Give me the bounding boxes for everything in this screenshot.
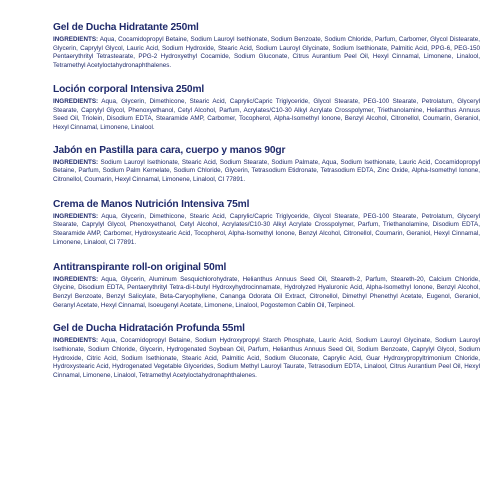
product-section-4 <box>53 199 480 248</box>
product-section-6 <box>53 323 480 381</box>
ingredients-list: Aqua, Glycerin, Dimethicone, Stearic Acid, Caprylic/Capric Triglyceride, Glycol Stearate, PEG-100 Stearate, Petrolatum, Glyceryl Stearate, Caprylyl Glycol, Phenoxyethanol, Cetyl Alcohol, Parfum, Acrylates/C10-30 Alkyl Acrylate Crosspolymer, Triethanolamine, Helianthus Annuus Seed Oil, Triolein, Disodium EDTA, Stearamide AMP, Carbomer, Tocopherol, Alpha-Isomethyl Ionone, Benzyl Alcohol, Citronellol, Coumarin, Geraniol, Hexyl Cinnamal, Limonene, Linalool. <box>53 97 481 131</box>
section-spacer <box>53 71 480 84</box>
ingredients-label: INGREDIENTS: <box>53 337 99 345</box>
ingredients-label: INGREDIENTS: <box>53 97 99 105</box>
ingredients-list: Aqua, Glycerin, Dimethicone, Stearic Acid, Caprylic/Capric Triglyceride, Glycol Stearate, PEG-100 Stearate, Petrolatum, Glyceryl Stearate, Caprylyl Glycol, Phenoxyethanol, Cetyl Alcohol, Acrylates/C10-30 Alkyl Acrylate Crosspolymer, Parfum, Triethanolamine, Disodium EDTA, Stearamide AMP, Carbomer, Hydroxystearic Acid, Tocopherol, Alpha-Isomethyl Ionone, Benzyl Alcohol, Citronellol, Coumarin, Geraniol, Hexyl Cinnamal, Limonene, Linalool, CI 77891. <box>53 212 481 246</box>
ingredients-list: Sodium Lauroyl Isethionate, Stearic Acid, Sodium Stearate, Sodium Palmate, Aqua, Sodium Isethionate, Lauric Acid, Cocamidopropyl Betaine, Parfum, Sodium Palm Kernelate, Sodium Chloride, Glycerin, Tetrasodium Etidronate, Tetrasodium EDTA, Zinc Oxide, Alpha-Isomethyl Ionone, Citronellol, Coumarin, Hexyl Cinnamal, Limonene, Linalool, CI 77891. <box>53 158 480 184</box>
ingredients-list: Aqua, Cocamidopropyl Betaine, Sodium Hydroxypropyl Starch Phosphate, Lauric Acid, Sodium Lauroyl Glycinate, Sodium Lauroyl Isethionate, Sodium Chloride, Glycerin, Hydrogenated Soybean Oil, Parfum, Helianthus Annuus Seed Oil, Sodium Benzoate, Caprylyl Glycol, Sodium Hydroxide, Citric Acid, Sodium Isethionate, Stearic Acid, Palmitic Acid, Sodium Gluconate, Caprylic Acid, Guar Hydroxypropyltrimonium Chloride, Hydroxystearic Acid, Hydrogenated Vegetable Glycerides, Sodium Methyl Lauroyl Taurate, Tetrasodium EDTA, Linalool, Citrus Aurantium Peel Oil, Hexyl Cinnamal, Limonene, Linalool, Tetramethyl Acetyloctahydronaphthalenes. <box>53 337 480 380</box>
product-title: Jabón en Pastilla para cara, cuerpo y manos 90gr <box>53 144 286 156</box>
section-spacer <box>53 310 480 323</box>
ingredients-text <box>53 337 480 381</box>
ingredients-list: Aqua, Glycerin, Aluminum Sesquichlorohydrate, Helianthus Annuus Seed Oil, Steareth-2, Parfum, Steareth-20, Calcium Chloride, Glycine, Disodium EDTA, Pentaerythrityl Tetra-di-t-butyl Hydroxyhydrocinnamate, Hydrolyzed Hyaluronic Acid, Alpha-Isomethyl Ionone, Benzyl Alcohol, Benzyl Benzoate, Benzyl Salicylate, Beta-Caryophyllene, Cananga Odorata Oil Extract, Citronellol, Dimethyl Phenethyl Acetate, Eugenol, Geraniol, Geranyl Acetate, Hexyl Cinnamal, Isoeugenyl Acetate, Limonene, Linalool, Pogostemon Cablin Oil, Terpineol. <box>53 275 481 309</box>
ingredients-text <box>53 213 480 248</box>
product-title: Loción corporal Intensiva 250ml <box>53 83 205 95</box>
ingredients-label: INGREDIENTS: <box>53 36 99 43</box>
ingredients-text <box>53 36 480 71</box>
product-title: Crema de Manos Nutrición Intensiva 75ml <box>53 198 250 210</box>
section-spacer <box>53 185 480 199</box>
product-section-1 <box>53 22 480 71</box>
product-section-3 <box>53 145 480 185</box>
ingredients-label: INGREDIENTS: <box>53 275 99 283</box>
product-title: Antitranspirante roll-on original 50ml <box>53 261 227 273</box>
ingredients-list: Aqua, Cocamidopropyl Betaine, Sodium Lauroyl Isethionate, Sodium Benzoate, Sodium Chloride, Parfum, Carbomer, Glycol Distearate, Glycerin, Caprylyl Glycol, Lauric Acid, Sodium Hydroxide, Stearic Acid, Sodium Lauroyl Glycinate, Sodium Isethionate, Palmitic Acid, PPG-6, PEG-150 Pentaerythrityl Tetrastearate, PPG-2 Hydroxyethyl Cocamide, Sodium Gluconate, Citrus Aurantium Peel Oil, Hexyl Cinnamal, Limonene, Linalool, Tetramethyl Acetyloctahydronaphthalenes. <box>53 36 480 70</box>
ingredients-text <box>53 276 480 311</box>
ingredients-text <box>53 98 480 133</box>
ingredients-text <box>53 159 480 185</box>
product-title: Gel de Ducha Hidratante 250ml <box>53 22 199 33</box>
product-title: Gel de Ducha Hidratación Profunda 55ml <box>53 323 245 335</box>
ingredients-label: INGREDIENTS: <box>53 158 99 166</box>
product-section-2 <box>53 84 480 133</box>
product-section-5 <box>53 262 480 311</box>
section-spacer <box>53 133 480 145</box>
section-spacer <box>53 248 480 262</box>
ingredients-label: INGREDIENTS: <box>53 212 99 220</box>
